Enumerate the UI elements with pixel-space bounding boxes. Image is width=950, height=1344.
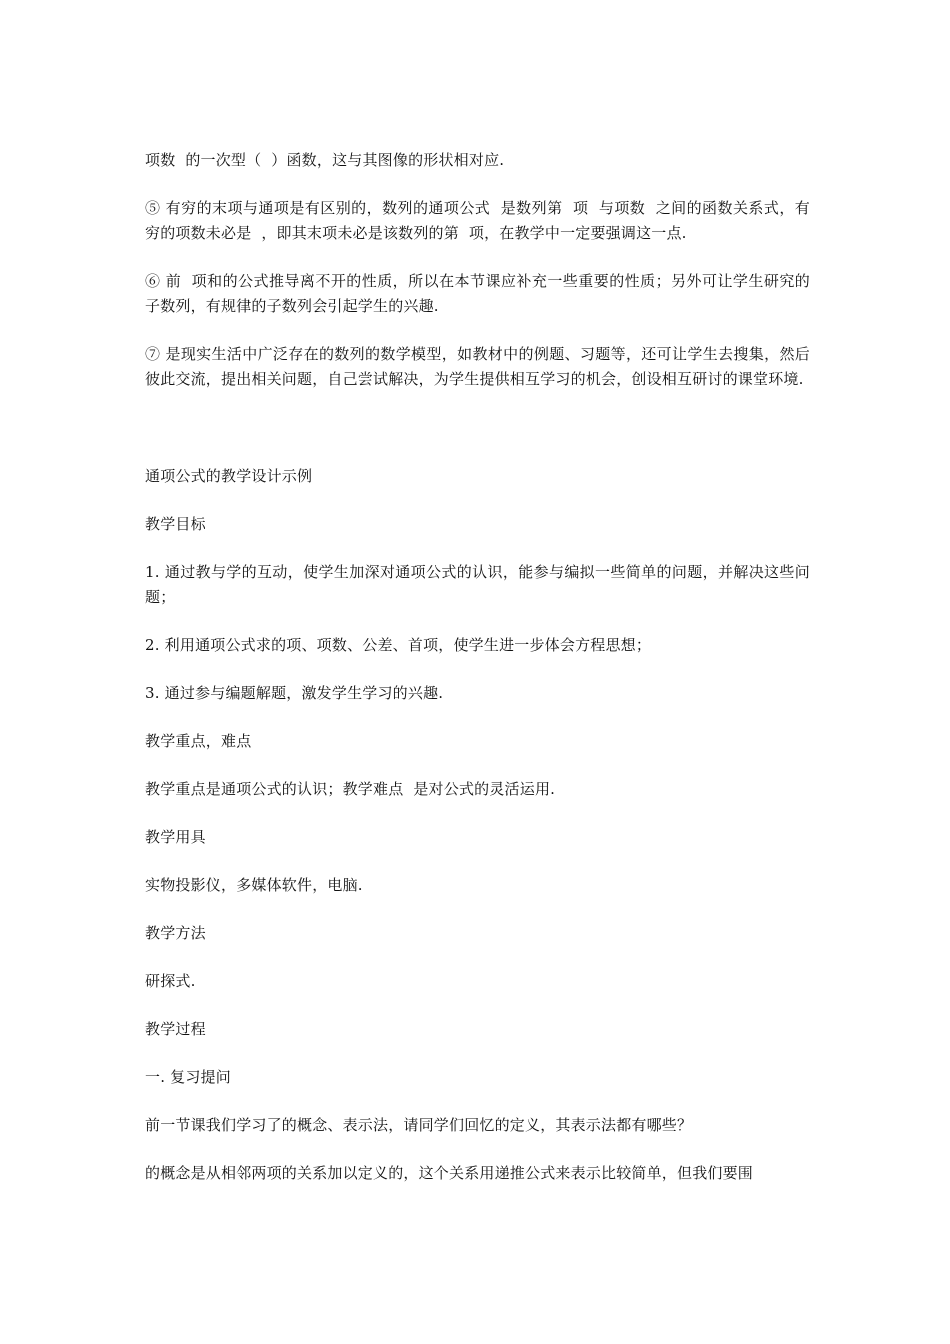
paragraph-top-2: ⑤ 有穷的末项与通项是有区别的，数列的通项公式 是数列第 项 与项数 之间的函数关系式，有穷的项数未必是 ，即其末项未必是该数列的第 项，在教学中一定要强调这一点. <box>145 199 810 242</box>
heading-key-points: 教学重点，难点 <box>145 732 252 750</box>
paragraph-top-1: 项数 的一次型（ ）函数，这与其图像的形状相对应. <box>145 151 505 169</box>
heading-teaching-tools: 教学用具 <box>145 828 206 846</box>
paragraph-top-4: ⑦ 是现实生活中广泛存在的数列的数学模型，如教材中的例题、习题等，还可让学生去搜集，然后彼此交流，提出相关问题，自己尝试解决，为学生提供相互学习的机会，创设相互研讨的课堂环境. <box>145 345 810 388</box>
teaching-tools-text: 实物投影仪，多媒体软件，电脑. <box>145 876 363 894</box>
process-step-1: 一. 复习提问 <box>145 1068 231 1086</box>
concept-text: 的概念是从相邻两项的关系加以定义的，这个关系用递推公式来表示比较简单，但我们要围 <box>145 1164 754 1182</box>
teaching-method-text: 研探式. <box>145 972 196 990</box>
goal-item-1: 1. 通过教与学的互动，使学生加深对通项公式的认识，能参与编拟一些简单的问题，并解决这些问题； <box>145 563 810 606</box>
paragraph-top-3: ⑥ 前 项和的公式推导离不开的性质，所以在本节课应补充一些重要的性质；另外可让学生研究的子数列，有规律的子数列会引起学生的兴趣. <box>145 272 810 315</box>
goal-item-2: 2. 利用通项公式求的项、项数、公差、首项，使学生进一步体会方程思想； <box>145 636 652 654</box>
key-points-text: 教学重点是通项公式的认识；教学难点 是对公式的灵活运用. <box>145 780 556 798</box>
review-question: 前一节课我们学习了的概念、表示法，请同学们回忆的定义，其表示法都有哪些？ <box>145 1116 693 1134</box>
heading-teaching-method: 教学方法 <box>145 924 206 942</box>
goal-item-3: 3. 通过参与编题解题，激发学生学习的兴趣. <box>145 684 444 702</box>
heading-teaching-goals: 教学目标 <box>145 515 206 533</box>
heading-teaching-process: 教学过程 <box>145 1020 206 1038</box>
section-title: 通项公式的教学设计示例 <box>145 467 313 485</box>
document-page <box>145 148 810 1186</box>
